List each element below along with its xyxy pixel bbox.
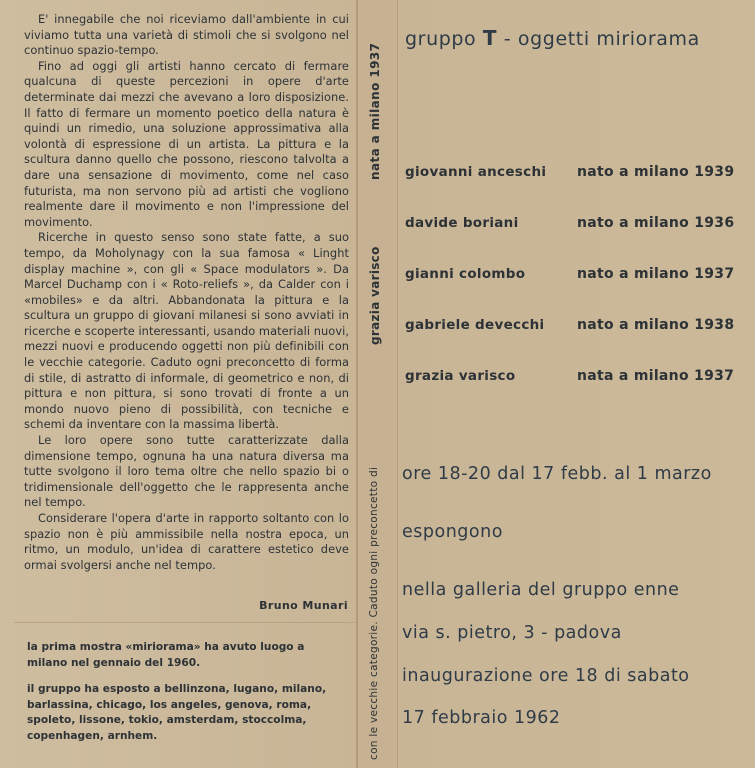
essay-paragraph: Considerare l'opera d'arte in rapporto soltanto con lo spazio non è più ammissibile nella nostra epoca, un ritmo, un modulo, un'idea di carattere estetico deve ormai svolgersi anche nel tempo. xyxy=(24,511,349,572)
spine-text-top: nata a milano 1937 xyxy=(368,42,382,180)
artist-list xyxy=(405,164,743,419)
opening-date: 17 febbraio 1962 xyxy=(402,708,561,728)
artist-birth: nato a milano 1937 xyxy=(577,266,735,282)
page-title xyxy=(405,26,700,50)
essay-paragraph: Fino ad oggi gli artisti hanno cercato di fermare qualcuna di queste percezioni in opere d'arte determinate dai mezzi che avevano a loro disposizione. Il fatto di fermare un momento poetico della natura è quindi un rimedio, una soluzione approssimativa alla volontà di espressione di un artista. La pittura e la scultura danno quello che possono, riescono talvolta a dare una sensazione di movimento, come nel caso futurista, ma non servono più ad artisti che vogliono realmente dare il movimento e non l'impressione del movimento. xyxy=(24,58,349,229)
essay-paragraph: Le loro opere sono tutte caratterizzate dalla dimensione tempo, ognuna ha una natura diversa ma tutte svolgono il loro tema oltre che nello spazio bi o tridimensionale dell'oggetto che le rappresenta anche nel tempo. xyxy=(24,433,349,510)
note-cities: il gruppo ha esposto a bellinzona, lugano, milano, barlassina, chicago, los angeles, genova, roma, spoleto, lissone, tokio, amsterdam, stoccolma, copenhagen, arnhem. xyxy=(27,683,327,742)
exhibition-verb: espongono xyxy=(402,522,503,542)
right-page xyxy=(397,0,755,768)
fold-line xyxy=(356,0,358,768)
spine-text-middle: grazia varisco xyxy=(368,246,382,345)
artist-birth: nata a milano 1937 xyxy=(577,368,735,384)
group-t-logo: T xyxy=(482,26,498,50)
artist-row xyxy=(405,368,743,419)
artist-birth: nato a milano 1939 xyxy=(577,164,735,180)
gallery-name: nella galleria del gruppo enne xyxy=(402,580,680,600)
artist-birth: nato a milano 1938 xyxy=(577,317,735,333)
opening-time: inaugurazione ore 18 di sabato xyxy=(402,666,690,686)
artist-name: grazia varisco xyxy=(405,368,516,384)
artist-name: gabriele devecchi xyxy=(405,317,545,333)
artist-row xyxy=(405,266,743,317)
essay-paragraph: E' innegabile che noi riceviamo dall'ambiente in cui viviamo tutta una varietà di stimoli che si svolgono nel continuo spazio-tempo. xyxy=(24,12,349,58)
title-prefix: gruppo xyxy=(405,28,477,50)
artist-row xyxy=(405,317,743,368)
artist-name: gianni colombo xyxy=(405,266,526,282)
title-suffix: - oggetti miriorama xyxy=(503,28,700,50)
exhibition-notes xyxy=(27,640,347,755)
essay-paragraph: Ricerche in questo senso sono state fatte, a suo tempo, da Moholynagy con la sua famosa « Linght display machine », con gli « Space modulators ». Da Marcel Duchamp con i « Roto-reliefs », da Calder con i «mobiles» e da altri. Abbandonata la pittura e la scultura un gruppo di giovani milanesi si sono avviati in ricerche e scoperte interessanti, usando materiali nuovi, mezzi nuovi e producendo oggetti non più definibili con le vecchie categorie. Caduto ogni preconcetto di forma di stile, di astratto di informale, di geometrico e non, di pittura e non pittura, si sono trovati di fronte a un mondo nuovo pieno di possibilità, con tecniche e schemi da inventare con la massima libertà. xyxy=(24,230,349,432)
artist-row xyxy=(405,164,743,215)
left-page xyxy=(14,0,356,768)
note-first-show: la prima mostra «miriorama» ha avuto luogo a milano nel gennaio del 1960. xyxy=(27,641,305,669)
spine-text-bottom: con le vecchie categorie. Caduto ogni preconcetto di xyxy=(368,466,380,760)
artist-row xyxy=(405,215,743,266)
artist-name: davide boriani xyxy=(405,215,519,231)
essay-author: Bruno Munari xyxy=(259,599,348,612)
exhibition-hours: ore 18-20 dal 17 febb. al 1 marzo xyxy=(402,464,712,484)
artist-birth: nato a milano 1936 xyxy=(577,215,735,231)
divider xyxy=(14,622,356,623)
artist-name: giovanni anceschi xyxy=(405,164,547,180)
gallery-address: via s. pietro, 3 - padova xyxy=(402,623,622,643)
essay-text xyxy=(24,12,349,573)
